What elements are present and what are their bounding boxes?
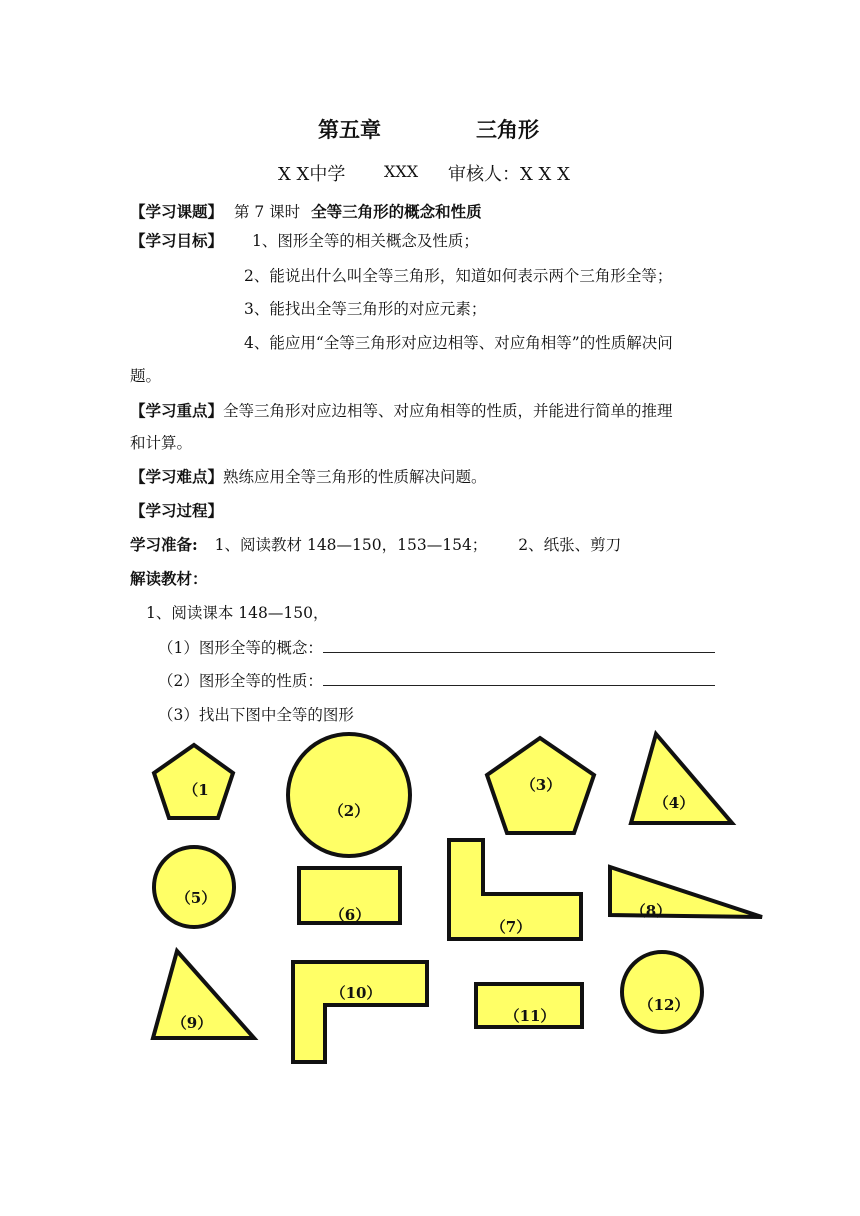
label-8: （8） bbox=[630, 902, 672, 920]
prep-item-2: 2、纸张、剪刀 bbox=[518, 536, 622, 554]
topic-text: 全等三角形的概念和性质 bbox=[311, 202, 482, 221]
prep-item-1: 1、阅读教材 148—150，153—154； bbox=[214, 536, 488, 554]
reading-label: 解读教材： bbox=[130, 569, 208, 588]
process-label: 【学习过程】 bbox=[130, 501, 224, 520]
label-6: （6） bbox=[329, 906, 371, 924]
label-9: （9） bbox=[171, 1014, 213, 1032]
label-11: （11） bbox=[504, 1007, 556, 1025]
goal-item-4: 4、能应用“全等三角形对应边相等、对应角相等”的性质解决问 bbox=[244, 334, 673, 352]
goal-item-3: 3、能找出全等三角形的对应元素； bbox=[244, 300, 487, 318]
question-1-text: （1）图形全等的概念： bbox=[158, 639, 323, 657]
reading-step-1: 1、阅读课本 148—150， bbox=[146, 604, 329, 622]
circle-12 bbox=[622, 952, 702, 1032]
label-3: （3） bbox=[520, 776, 562, 794]
key-text: 全等三角形对应边相等、对应角相等的性质，并能进行简单的推理 bbox=[223, 402, 673, 420]
reviewer: 审核人：X X X bbox=[448, 164, 570, 185]
label-7: （7） bbox=[490, 918, 532, 936]
goal-item-1: 1、图形全等的相关概念及性质； bbox=[252, 232, 479, 250]
question-2-text: （2）图形全等的性质： bbox=[158, 672, 323, 690]
label-2: （2） bbox=[328, 802, 370, 820]
question-3: （3）找出下图中全等的图形 bbox=[158, 706, 354, 724]
l-shape-10 bbox=[293, 962, 427, 1062]
label-10: （10） bbox=[330, 984, 382, 1002]
school-name: X X中学 bbox=[278, 164, 346, 185]
chapter-name: 三角形 bbox=[476, 117, 539, 142]
difficulty-label: 【学习难点】 bbox=[130, 467, 224, 486]
circle-2 bbox=[288, 734, 410, 856]
goal-item-4-cont: 题。 bbox=[130, 367, 162, 385]
circle-5 bbox=[154, 847, 234, 927]
chapter-title: 第五章 bbox=[318, 117, 381, 142]
label-4: （4） bbox=[653, 794, 695, 812]
goal-item-2: 2、能说出什么叫全等三角形，知道如何表示两个三角形全等； bbox=[244, 267, 673, 285]
goals-label: 【学习目标】 bbox=[130, 231, 224, 250]
label-5: （5） bbox=[175, 889, 217, 907]
key-line-2: 和计算。 bbox=[130, 434, 193, 452]
author-name: XXX bbox=[384, 162, 419, 181]
prep-label: 学习准备: bbox=[130, 535, 198, 554]
topic-label: 【学习课题】 bbox=[130, 202, 224, 221]
topic-period: 第 7 课时 bbox=[233, 203, 301, 221]
label-12: （12） bbox=[638, 996, 690, 1014]
label-1: （1 bbox=[183, 781, 209, 799]
key-label: 【学习重点】 bbox=[130, 401, 224, 420]
difficulty-text: 熟练应用全等三角形的性质解决问题。 bbox=[223, 468, 487, 486]
